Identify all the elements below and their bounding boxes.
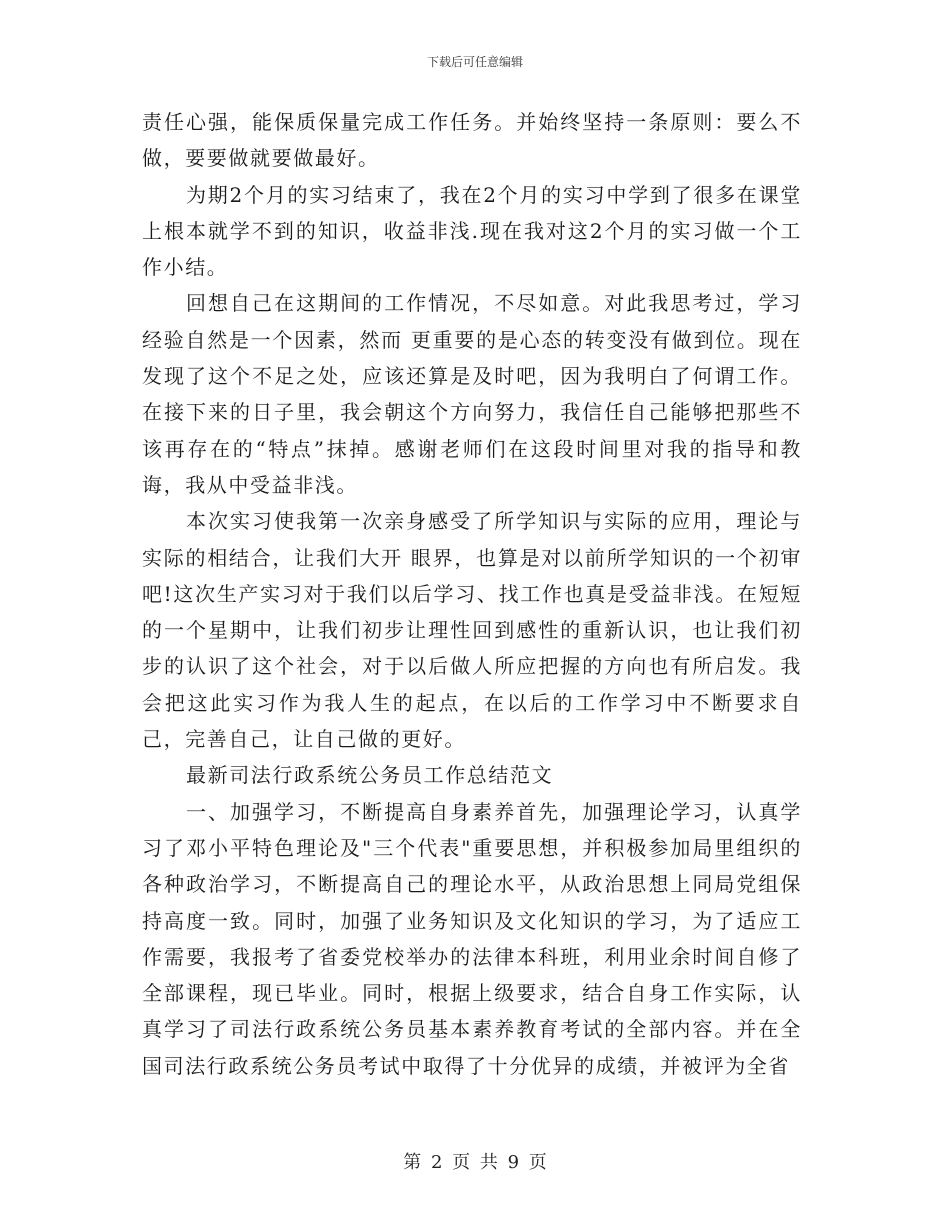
paragraph-internship-end: 为期2个月的实习结束了，我在2个月的实习中学到了很多在课堂上根本就学不到的知识，收益非浅.现在我对这2个月的实习做一个工作小结。 xyxy=(142,182,802,280)
paragraph-reflection: 回想自己在这期间的工作情况，不尽如意。对此我思考过，学习经验自然是一个因素，然而 更重要的是心态的转变没有做到位。现在发现了这个不足之处，应该还算是及时吧，因为我明白了何谓工作。在接下来的日子里，我会朝这个方向努力，我信任自己能够把那些不该再存在的“特点”抹掉。感谢老师们在这段时间里对我的指导和教诲，我从中受益非浅。 xyxy=(142,291,802,497)
paragraph-practice-experience: 本次实习使我第一次亲身感受了所学知识与实际的应用，理论与实际的相结合，让我们大开 眼界，也算是对以前所学知识的一个初审吧!这次生产实习对于我们以后学习、找工作也真是受益非浅。在短短的一个星期中，让我们初步让理性回到感性的重新认识，也让我们初步的认识了这个社会，对于以后做人所应把握的方向也有所启发。我会把这此实习作为我人生的起点，在以后的工作学习中不断要求自己，完善自己，让自己做的更好。 xyxy=(142,509,802,752)
document-body xyxy=(142,104,802,1084)
paragraph-strengthen-study: 一、加强学习，不断提高自身素养首先，加强理论学习，认真学习了邓小平特色理论及"三个代表"重要思想，并积极参加局里组织的各种政治学习，不断提高自己的理论水平，从政治思想上同局党组保持高度一致。同时，加强了业务知识及文化知识的学习，为了适应工作需要，我报考了省委党校举办的法律本科班，利用业余时间自修了全部课程，现已毕业。同时，根据上级要求，结合自身工作实际，认真学习了司法行政系统公务员基本素养教育考试的全部内容。并在全国司法行政系统公务员考试中取得了十分优异的成绩，并被评为全省 xyxy=(142,799,802,1078)
paragraph-responsibility: 责任心强，能保质保量完成工作任务。并始终坚持一条原则：要么不做，要要做就要做最好。 xyxy=(142,110,802,171)
page-number: 第 2 页 共 9 页 xyxy=(403,1152,547,1173)
section-heading: 最新司法行政系统公务员工作总结范文 xyxy=(186,763,554,788)
page-header: 下载后可任意编辑 xyxy=(426,55,523,69)
